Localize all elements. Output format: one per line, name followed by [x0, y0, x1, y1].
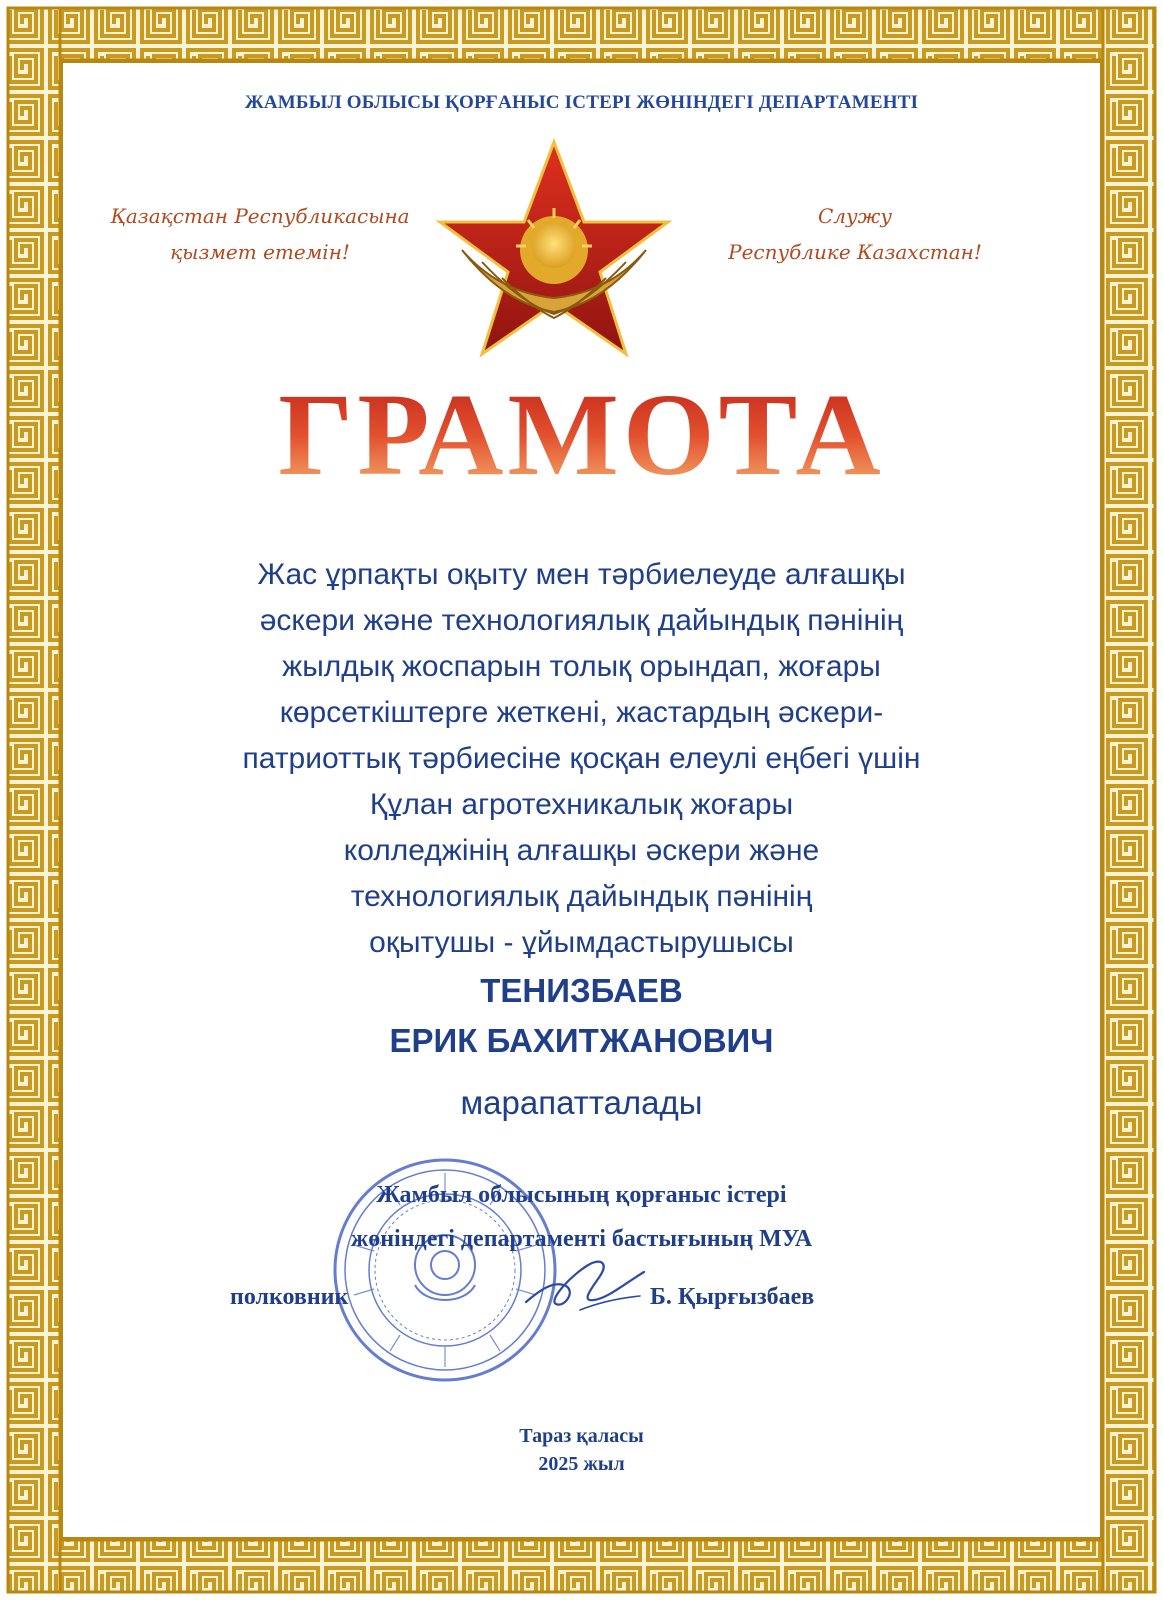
signatory-title-line-2: жөніндегі департаменті бастығының МУА	[350, 1226, 813, 1252]
recipient-surname: ТЕНИЗБАЕВ	[480, 972, 683, 1009]
certificate-title: ГРАМОТА	[0, 376, 1163, 494]
motto-kazakh-line-1: Қазақстан Республикасына	[110, 204, 410, 228]
awarded-text: марапатталады	[460, 1084, 703, 1121]
award-reason-line: технологиялық дайындық пәнінің	[350, 880, 813, 913]
issue-city: Тараз қаласы	[519, 1425, 644, 1447]
award-reason-line: әскери және технологиялық дайындық пәнінің	[259, 604, 904, 637]
award-reason-line: көрсеткіштерге жеткені, жастардың әскери-	[279, 696, 884, 729]
issue-year: 2025 жыл	[538, 1453, 625, 1475]
signatory-rank: полковник	[230, 1284, 349, 1310]
department-header: ЖАМБЫЛ ОБЛЫСЫ ҚОРҒАНЫС ІСТЕРІ ЖӨНІНДЕГІ ДЕПАРТАМЕНТІ	[244, 92, 919, 113]
award-reason-line: патриоттық тәрбиесіне қосқан елеулі еңбегі үшін	[242, 742, 921, 775]
award-reason-line: Құлан агротехникалық жоғары	[369, 788, 794, 821]
recipient-name: ЕРИК БАХИТЖАНОВИЧ	[389, 1022, 774, 1059]
motto-kazakh-line-2: қызмет етемін!	[170, 240, 350, 264]
issue-place-date	[0, 1422, 1163, 1478]
motto-kazakh	[95, 198, 425, 270]
signatory-title-line-1: Жамбыл облысының қорғаныс істері	[376, 1182, 787, 1208]
award-reason-line: колледжінің алғашқы әскери және	[343, 834, 820, 867]
motto-russian	[705, 198, 1005, 270]
award-reason-line: Жас ұрпақты оқыту мен тәрбиелеуде алғашқы	[257, 558, 906, 591]
motto-russian-line-2: Республике Казахстан!	[728, 240, 982, 264]
signer-name: Б. Қырғызбаев	[650, 1284, 815, 1310]
handwritten-signature-icon	[520, 1250, 650, 1320]
award-reason-text	[100, 552, 1063, 966]
award-reason-line: оқытушы - ұйымдастырушысы	[369, 926, 794, 959]
award-reason-line: жылдық жоспарын толық орындап, жоғары	[282, 650, 881, 683]
red-star-emblem-icon	[432, 138, 676, 362]
motto-russian-line-1: Служу	[818, 204, 892, 228]
